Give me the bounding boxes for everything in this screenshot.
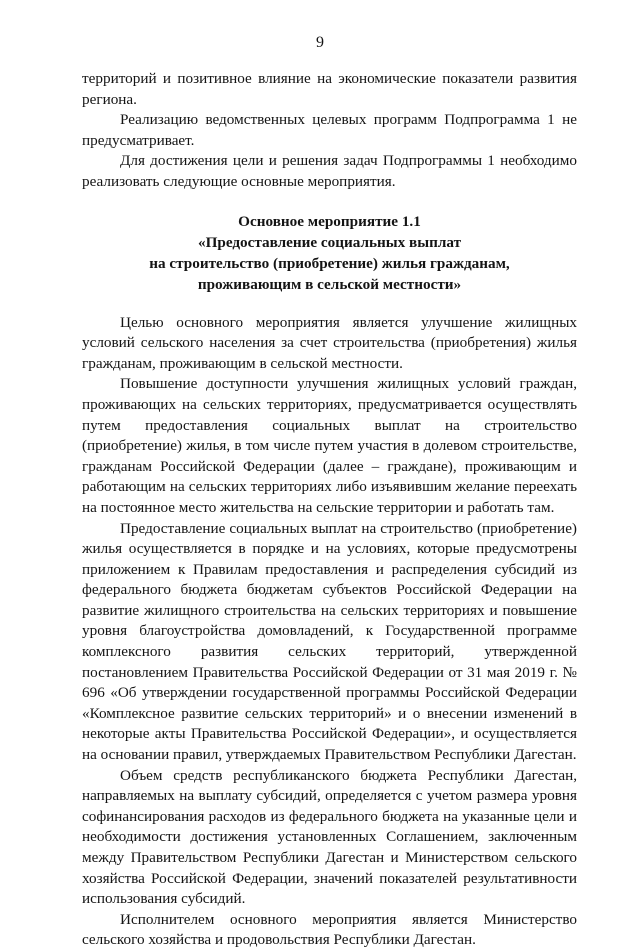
- body-paragraph-4: Объем средств республиканского бюджета Республики Дагестан, направляемых на выплату субсидий, определяется с учетом размера уровня софинансирования расходов из федерального бюджета на указанные цели и необходимости достижения установленных Соглашением, заключенным между Правительством Республики Дагестан и Министерством сельского хозяйства Российской Федерации, значений показателей результативности использования субсидий.: [82, 766, 577, 908]
- heading-line-4: проживающим в сельской местности»: [197, 275, 462, 293]
- body-paragraph-5: Исполнителем основного мероприятия является Министерство сельского хозяйства и продовольствия Республики Дагестан.: [82, 910, 577, 949]
- body-paragraph-1: Целью основного мероприятия является улучшение жилищных условий сельского населения за счет строительства (приобретения) жилья гражданам, проживающим в сельской местности.: [82, 313, 577, 372]
- page-number: 9: [316, 34, 324, 51]
- intro-paragraph-3: Для достижения цели и решения задач Подпрограммы 1 необходимо реализовать следующие основные мероприятия.: [82, 152, 577, 190]
- heading-line-3: на строительство (приобретение) жилья гражданам,: [149, 254, 510, 272]
- section-heading: [82, 211, 577, 295]
- intro-paragraph-1: территорий и позитивное влияние на экономические показатели развития региона.: [82, 70, 577, 108]
- intro-paragraph-2: Реализацию ведомственных целевых программ Подпрограмма 1 не предусматривает.: [82, 111, 577, 149]
- body-paragraph-3: Предоставление социальных выплат на строительство (приобретение) жилья осуществляется в порядке и на условиях, которые предусмотрены приложением к Правилам предоставления и распределения субсидий из федерального бюджета бюджетам субъектов Российской Федерации на развитие жилищного строительства на сельских территориях и повышение уровня благоустройства домовладений, к Государственной программе комплексного развития сельских территорий, утвержденной постановлением Правительства Российской Федерации от 31 мая 2019 г. № 696 «Об утверждении государственной программы Российской Федерации «Комплексное развитие сельских территорий» и о внесении изменений в некоторые акты Правительства Российской Федерации», и осуществляется на основании правил, утверждаемых Правительством Республики Дагестан.: [82, 519, 577, 764]
- page-content: [82, 69, 577, 951]
- heading-line-2: «Предоставление социальных выплат: [197, 233, 462, 251]
- heading-line-1: Основное мероприятие 1.1: [238, 212, 421, 230]
- body-paragraph-2: Повышение доступности улучшения жилищных условий граждан, проживающих на сельских территориях, предусматривается осуществлять путем предоставления социальных выплат на строительство (приобретение) жилья, в том числе путем участия в долевом строительстве, гражданам Российской Федерации (далее – граждане), проживающим и работающим на сельских территориях либо изъявившим желание переехать на постоянное место жительства на сельские территории и работать там.: [82, 375, 577, 516]
